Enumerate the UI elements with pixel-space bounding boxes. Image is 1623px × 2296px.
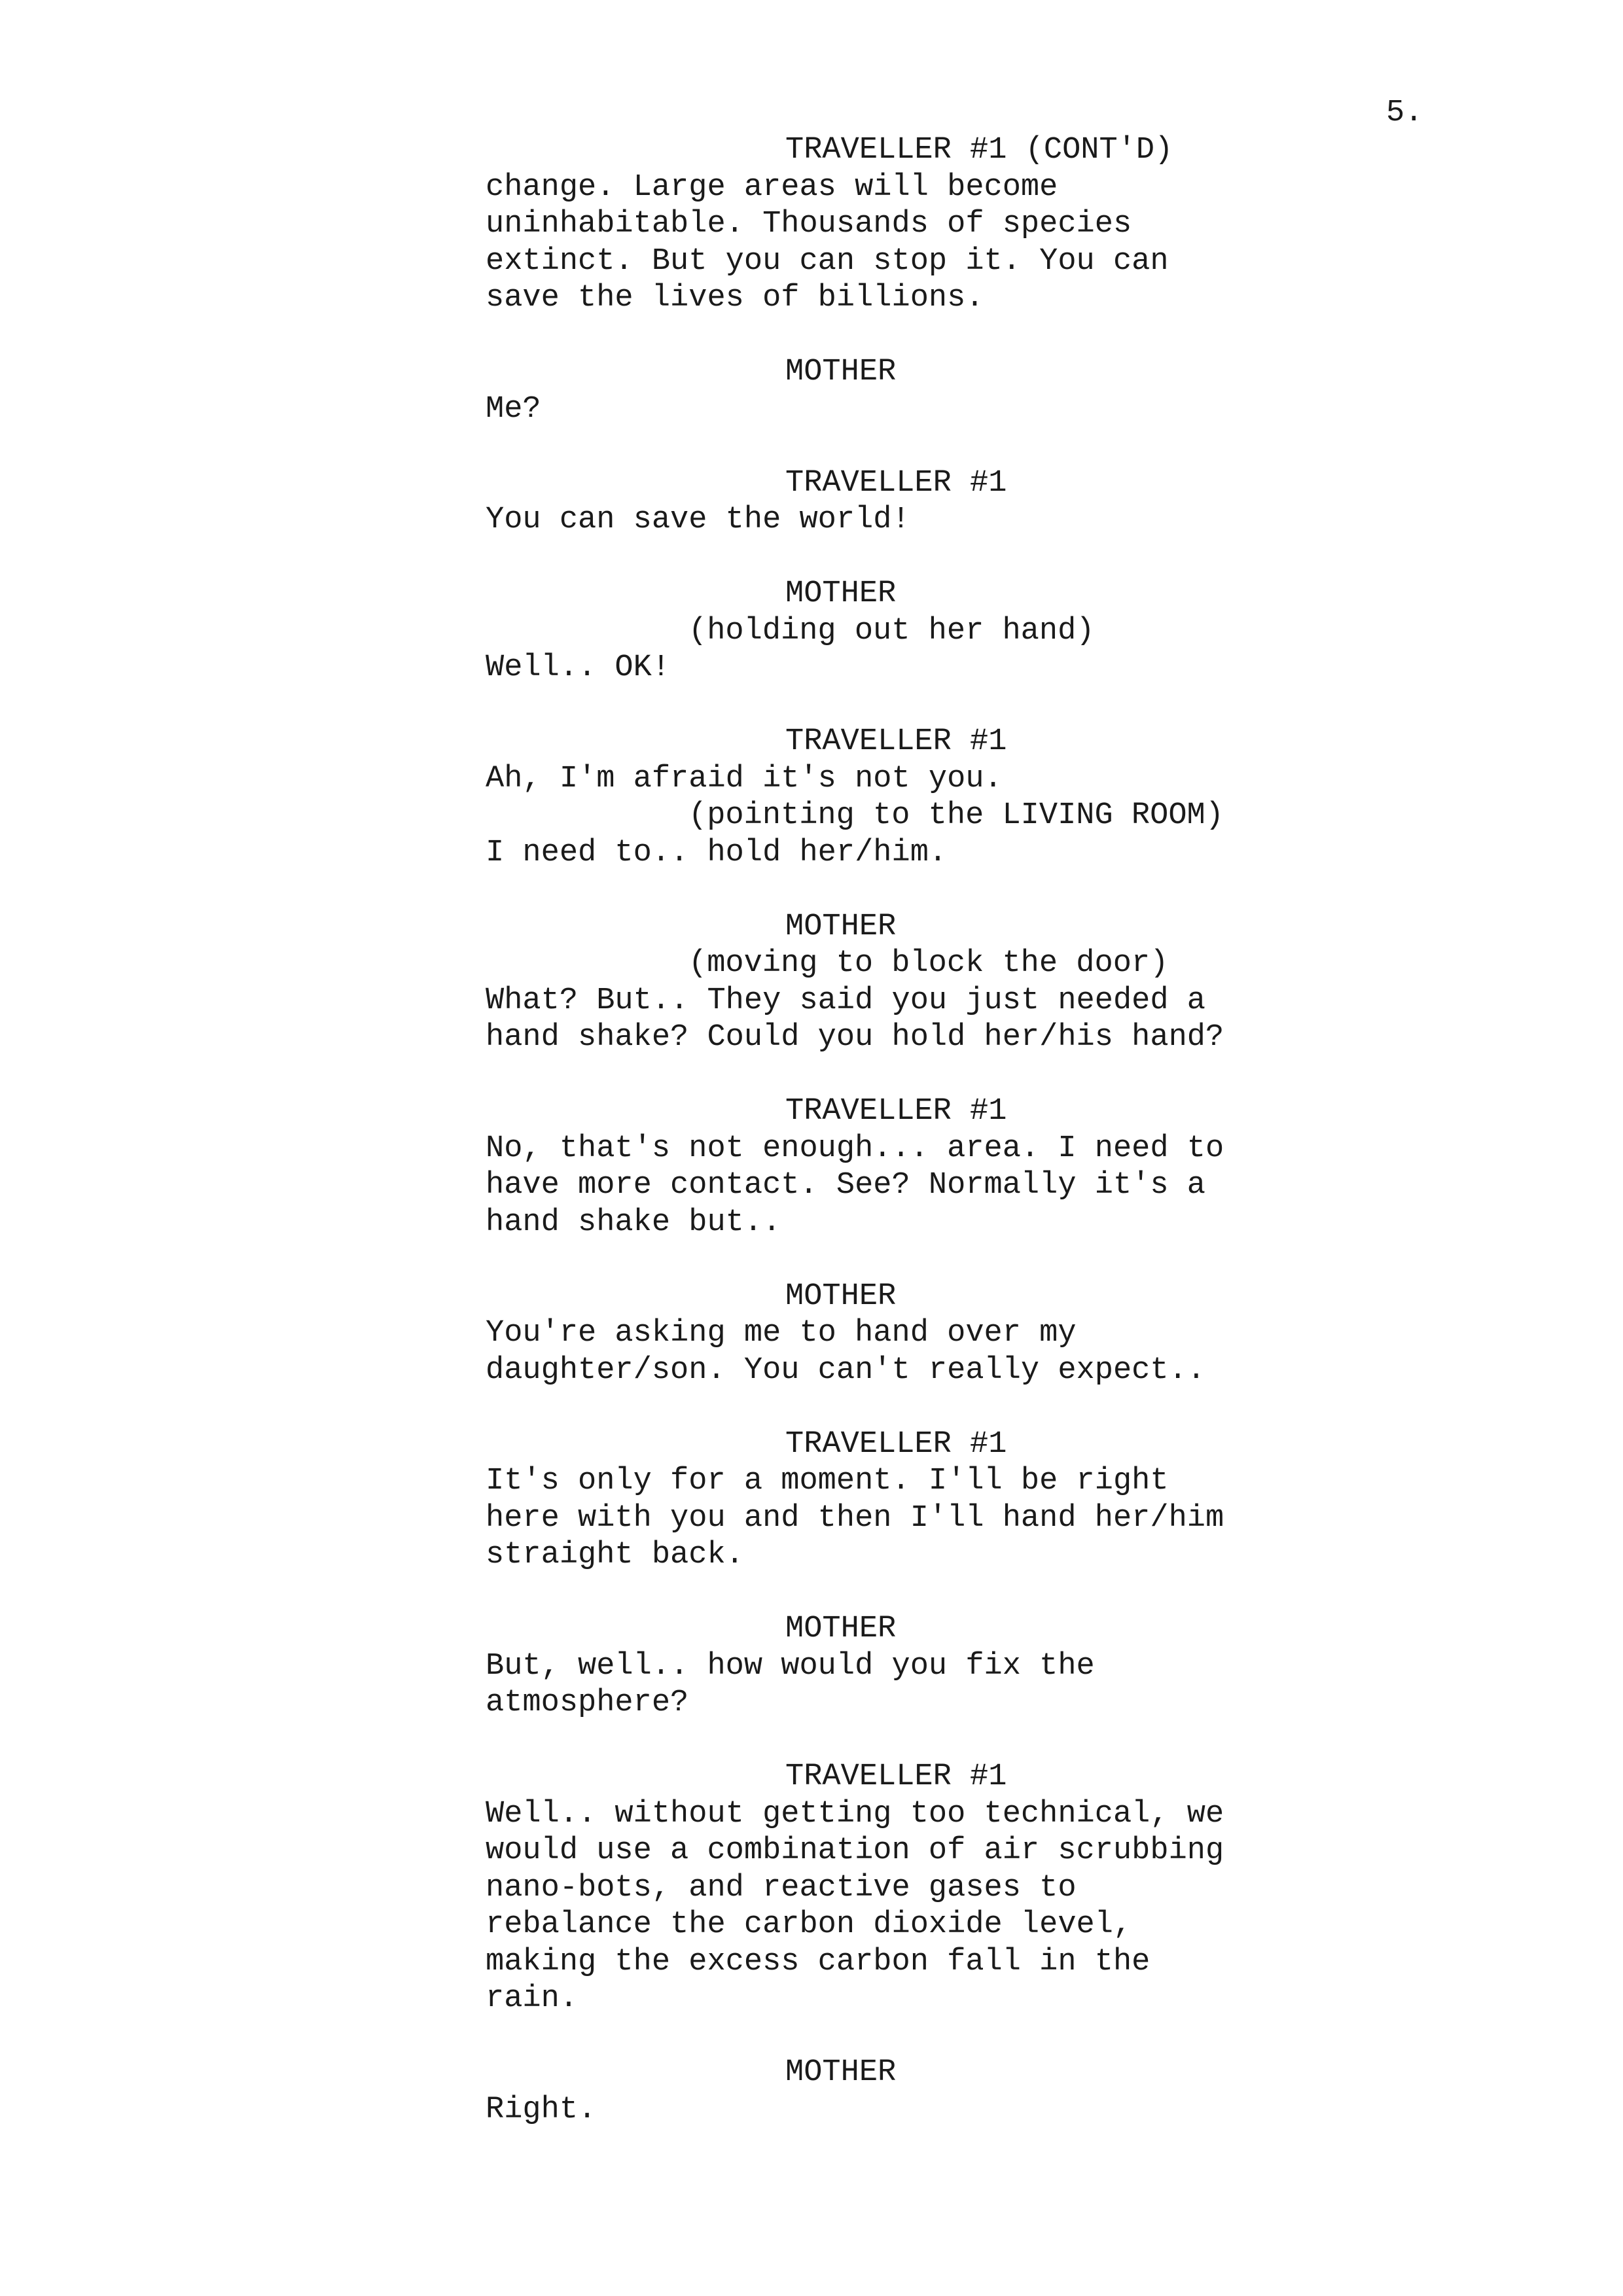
dialogue-line: atmosphere?	[486, 1686, 689, 1720]
character-name: TRAVELLER #1	[785, 724, 1007, 759]
blank-line	[486, 1574, 1336, 1612]
parenthetical: (moving to block the door)	[688, 946, 1169, 981]
dialogue-line: extinct. But you can stop it. You can	[486, 243, 1169, 279]
dialogue-line: I need to.. hold her/him.	[486, 835, 948, 870]
blank-line	[486, 428, 1336, 465]
character-name: MOTHER	[785, 576, 897, 611]
dialogue-line: change. Large areas will become	[486, 169, 1058, 205]
blank-line	[486, 687, 1336, 724]
character-name: TRAVELLER #1 (CONT'D)	[785, 133, 1173, 168]
dialogue-line: Well.. without getting too technical, we	[486, 1796, 1224, 1831]
dialogue-line: You can save the world!	[486, 503, 910, 537]
dialogue-line: rain.	[486, 1981, 579, 2016]
blank-line	[486, 539, 1336, 576]
dialogue-line: hand shake? Could you hold her/his hand?	[486, 1020, 1224, 1055]
dialogue-line: uninhabitable. Thousands of species	[486, 207, 1132, 241]
dialogue-line: Well.. OK!	[486, 650, 671, 685]
dialogue-line: would use a combination of air scrubbing	[486, 1833, 1224, 1868]
dialogue-line: rebalance the carbon dioxide level,	[486, 1907, 1132, 1942]
blank-line	[486, 1057, 1336, 1094]
dialogue-line: Right.	[486, 2092, 597, 2127]
dialogue-line: No, that's not enough... area. I need to	[486, 1131, 1224, 1166]
dialogue-line: Ah, I'm afraid it's not you.	[486, 761, 1003, 796]
dialogue-line: Me?	[486, 391, 541, 427]
character-name: MOTHER	[785, 909, 897, 944]
dialogue-line: straight back.	[486, 1538, 744, 1572]
blank-line	[486, 1389, 1336, 1426]
dialogue-line: daughter/son. You can't really expect..	[486, 1352, 1205, 1388]
dialogue-line: here with you and then I'll hand her/him	[486, 1500, 1224, 1536]
parenthetical: (holding out her hand)	[688, 613, 1095, 648]
dialogue-line: making the excess carbon fall in the	[486, 1944, 1150, 1979]
character-name: TRAVELLER #1	[785, 1759, 1007, 1794]
blank-line	[486, 1722, 1336, 1759]
character-name: TRAVELLER #1	[785, 465, 1007, 501]
character-name: MOTHER	[785, 1612, 897, 1646]
dialogue-line: You're asking me to hand over my	[486, 1316, 1077, 1351]
character-name: MOTHER	[785, 1279, 897, 1314]
dialogue-line: But, well.. how would you fix the	[486, 1648, 1095, 1684]
blank-line	[486, 1241, 1336, 1279]
dialogue-line: It's only for a moment. I'll be right	[486, 1464, 1169, 1498]
character-name: MOTHER	[785, 2055, 897, 2090]
dialogue-line: nano-bots, and reactive gases to	[486, 1870, 1077, 1905]
character-name: TRAVELLER #1	[785, 1094, 1007, 1129]
dialogue-line: What? But.. They said you just needed a	[486, 983, 1205, 1018]
blank-line	[486, 872, 1336, 909]
script-body	[486, 132, 1336, 2128]
dialogue-line: save the lives of billions.	[486, 281, 984, 315]
blank-line	[486, 2018, 1336, 2055]
character-name: MOTHER	[785, 355, 897, 389]
page-number: 5.	[1386, 96, 1423, 130]
character-name: TRAVELLER #1	[785, 1426, 1007, 1462]
dialogue-line: hand shake but..	[486, 1205, 781, 1240]
parenthetical: (pointing to the LIVING ROOM)	[688, 798, 1224, 833]
dialogue-line: have more contact. See? Normally it's a	[486, 1168, 1205, 1203]
blank-line	[486, 317, 1336, 355]
